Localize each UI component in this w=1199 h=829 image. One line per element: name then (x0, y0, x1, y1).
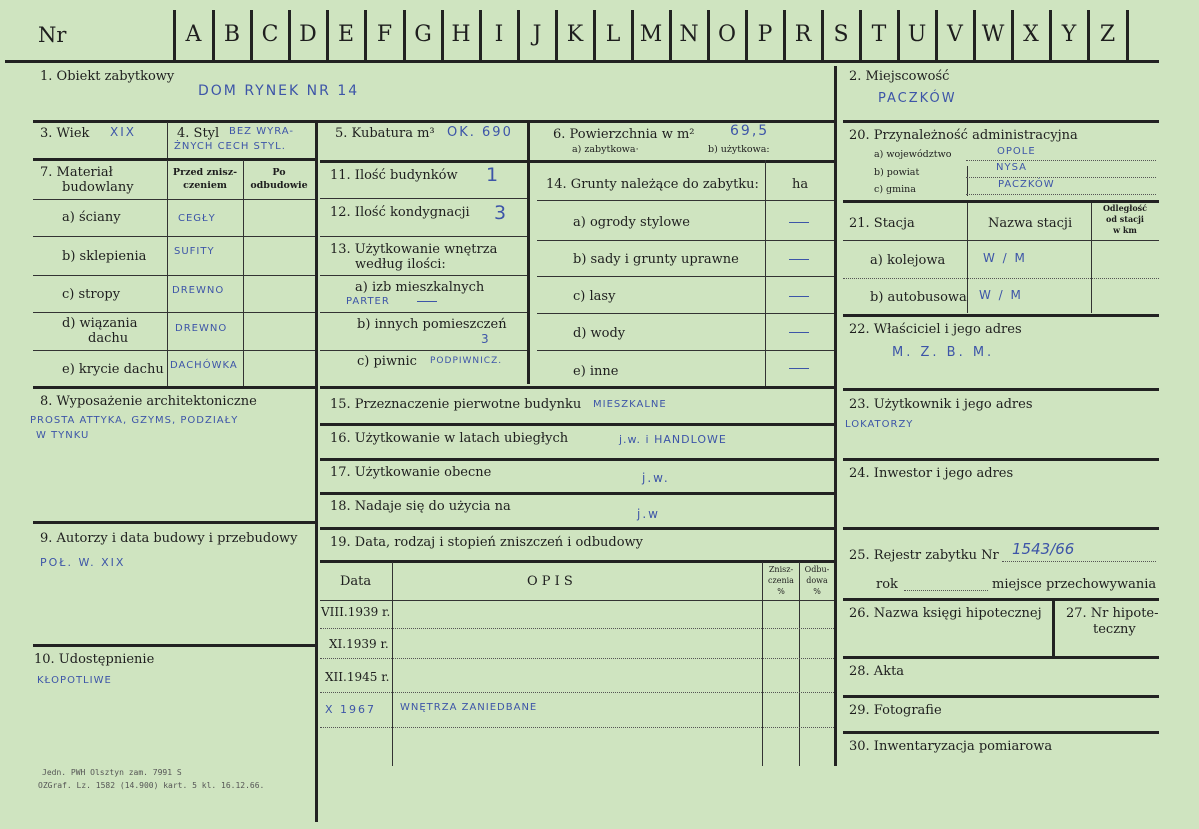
rule (1091, 203, 1092, 313)
f20-b-value: NYSA (996, 162, 1027, 173)
rule (843, 240, 1159, 241)
rule (33, 120, 837, 123)
f7-row-trusses-value: DREWNO (175, 323, 228, 334)
f13-a-value: PARTER (346, 296, 390, 307)
f19-row-date: VIII.1939 r. (321, 605, 391, 619)
f8-value-line2: W TYNKU (36, 430, 90, 441)
alphabet-cell-f: F (376, 22, 393, 47)
alphabet-cell-s: S (833, 22, 849, 47)
rule (320, 386, 836, 389)
f14-row-forests: c) lasy (573, 289, 616, 304)
f22-value: M. Z. B. M. (892, 345, 995, 360)
dash-mark (789, 259, 809, 260)
alphabet-cell-l: L (605, 22, 621, 47)
alphabet-divider (631, 10, 634, 60)
rule (1052, 600, 1055, 658)
f21-col-dist-3: w km (1113, 225, 1137, 235)
f6-value: 69,5 (730, 123, 770, 139)
rule (843, 527, 1159, 530)
rule (320, 600, 834, 601)
f7-row-ceilings-label: c) stropy (62, 287, 121, 302)
f25-label: 25. Rejestr zabytku Nr (849, 548, 999, 563)
f19-col-dmg-3: % (777, 587, 785, 596)
f19-row-date: X 1967 (325, 703, 377, 716)
rule (33, 199, 315, 200)
rule (967, 203, 968, 313)
rule (167, 122, 168, 158)
f27-label-line1: 27. Nr hipote- (1066, 606, 1159, 621)
f2-value: PACZKÓW (878, 91, 957, 106)
rule (966, 177, 1156, 178)
alphabet-divider (1087, 10, 1090, 60)
rule (33, 644, 315, 647)
f19-col-desc: O P I S (527, 574, 573, 589)
rule (33, 312, 315, 313)
alphabet-divider (821, 10, 824, 60)
alphabet-divider (517, 10, 520, 60)
f1-label: 1. Obiekt zabytkowy (40, 69, 175, 84)
rule (843, 388, 1159, 391)
f23-value: LOKATORZY (845, 419, 914, 430)
f19-col-date: Data (340, 574, 372, 589)
rule (33, 386, 315, 389)
f7-col-after-1: Po (272, 167, 286, 178)
rule (33, 158, 315, 161)
f13-c-label: c) piwnic (357, 354, 417, 369)
f25-place-label: miejsce przechowywania (992, 577, 1157, 592)
rule (320, 492, 836, 495)
alphabet-divider (441, 10, 444, 60)
f4-value-line1: BEZ WYRA- (229, 126, 294, 137)
f15-value: MIESZKALNE (593, 399, 667, 410)
rule (320, 658, 834, 659)
f8-label: 8. Wyposażenie architektoniczne (40, 394, 257, 409)
f4-value-line2: ŻNYCH CECH STYL. (174, 141, 286, 152)
rule (243, 160, 244, 386)
alphabet-divider (1011, 10, 1014, 60)
rule (843, 278, 1159, 279)
f19-col-reb-3: % (813, 587, 821, 596)
f13-label-line1: 13. Użytkowanie wnętrza (330, 242, 498, 257)
rule (33, 350, 315, 351)
rule (843, 120, 1159, 123)
alphabet-cell-b: B (223, 22, 241, 47)
f17-label: 17. Użytkowanie obecne (330, 465, 492, 480)
alphabet-divider (555, 10, 558, 60)
f23-label: 23. Użytkownik i jego adres (849, 397, 1033, 412)
f21-b-value: W / M (979, 288, 1023, 302)
rule (320, 692, 834, 693)
rule (765, 160, 766, 386)
alphabet-divider (707, 10, 710, 60)
rule (843, 731, 1159, 734)
f17-value: j.w. (642, 471, 670, 485)
alphabet-divider (173, 10, 176, 60)
rule (320, 236, 527, 237)
rule (537, 276, 834, 277)
alphabet-cell-p: P (757, 22, 773, 47)
f20-c-label: c) gmina (874, 184, 916, 195)
f19-row-date: XI.1939 r. (329, 637, 389, 651)
dash-mark (789, 332, 809, 333)
rule (1002, 561, 1156, 562)
f14-row-waters: d) wody (573, 326, 626, 341)
alphabet-divider (745, 10, 748, 60)
alphabet-divider (973, 10, 976, 60)
f19-col-dmg-1: Znisz- (768, 565, 794, 574)
f21-a-label: a) kolejowa (870, 253, 946, 268)
f3-label: 3. Wiek (40, 126, 90, 141)
f7-label-line2: budowlany (62, 180, 134, 195)
f2-label: 2. Miejscowość (849, 69, 950, 84)
alphabet-cell-d: D (299, 22, 317, 47)
dash-mark (789, 222, 809, 223)
rule (320, 160, 836, 163)
dash-mark (789, 368, 809, 369)
alphabet-cell-t: T (871, 22, 887, 47)
f4-label: 4. Styl (177, 126, 220, 141)
rule (966, 160, 1156, 161)
f11-value: 1 (486, 164, 499, 186)
f7-row-trusses-label-1: d) wiązania (62, 316, 138, 331)
rule (320, 560, 836, 563)
rule (843, 695, 1159, 698)
f7-col-before-2: czeniem (183, 180, 227, 191)
f25-value: 1543/66 (1012, 540, 1075, 558)
f13-c-value: PODPIWNICZ. (430, 356, 503, 366)
alphabet-divider (1049, 10, 1052, 60)
print-footer-line2: OZGraf. Lz. 1582 (14.900) kart. 5 kl. 16.12.66. (38, 781, 265, 790)
f16-label: 16. Użytkowanie w latach ubiegłych (330, 431, 569, 446)
rule (320, 423, 836, 426)
alphabet-divider (403, 10, 406, 60)
f10-label: 10. Udostępnienie (34, 652, 155, 667)
alphabet-cell-i: I (494, 22, 504, 47)
rule (843, 598, 1159, 601)
f29-label: 29. Fotografie (849, 703, 942, 718)
rule (843, 314, 1159, 317)
alphabet-divider (364, 10, 367, 60)
alphabet-divider (479, 10, 482, 60)
rule (320, 275, 527, 276)
rule (537, 313, 834, 314)
alphabet-divider (1126, 10, 1129, 60)
alphabet-cell-z: Z (1099, 22, 1116, 47)
f5-value: OK. 690 (447, 125, 513, 140)
alphabet-cell-k: K (566, 22, 584, 47)
f6-sub-b: b) użytkowa: (708, 144, 770, 155)
f7-row-vaults-label: b) sklepienia (62, 249, 147, 264)
nr-label: Nr (38, 23, 67, 47)
alphabet-cell-y: Y (1061, 22, 1077, 47)
f21-col-dist-1: Odległość (1102, 203, 1148, 213)
alphabet-cell-v: V (947, 22, 963, 47)
rule (320, 458, 836, 461)
alphabet-divider (326, 10, 329, 60)
f7-row-roof-value: DACHÓWKA (170, 360, 238, 371)
f18-value: j.w (637, 507, 660, 521)
f20-b-label: b) powiat (874, 167, 920, 178)
f13-label-line2: według ilości: (355, 257, 446, 272)
f22-label: 22. Właściciel i jego adres (849, 322, 1022, 337)
rule (167, 160, 168, 386)
f20-c-value: PACZKÓW (998, 179, 1055, 190)
alphabet-divider (897, 10, 900, 60)
rule (33, 236, 315, 237)
f13-b-value: 3 (481, 332, 491, 346)
f9-value: POŁ. W. XIX (40, 556, 126, 569)
alphabet-cell-e: E (337, 22, 355, 47)
f19-col-reb-1: Odbu- (804, 565, 830, 574)
f7-row-walls-value: CEGŁY (178, 213, 216, 224)
header-bottom-rule (5, 60, 1159, 63)
f7-row-trusses-label-2: dachu (88, 331, 129, 346)
alphabet-cell-g: G (414, 22, 432, 47)
alphabet-divider (250, 10, 253, 60)
alphabet-divider (212, 10, 215, 60)
f6-sub-a: a) zabytkowa· (572, 144, 639, 155)
alphabet-cell-a: A (185, 22, 202, 47)
f20-label: 20. Przynależność administracyjna (849, 128, 1078, 143)
dash-mark (417, 301, 437, 302)
alphabet-cell-c: C (261, 22, 279, 47)
alphabet-cell-u: U (907, 22, 927, 47)
rule (320, 198, 527, 199)
dash-mark (789, 296, 809, 297)
rule (537, 240, 834, 241)
f12-value: 3 (494, 202, 507, 224)
alphabet-cell-n: N (679, 22, 699, 47)
rule (320, 727, 834, 728)
alphabet-cell-m: M (639, 22, 663, 47)
rule (537, 350, 834, 351)
column-divider-left (315, 122, 318, 822)
alphabet-divider (935, 10, 938, 60)
f7-row-roof-label: e) krycie dachu (62, 362, 164, 377)
f7-label-line1: 7. Materiał (40, 165, 113, 180)
alphabet-cell-h: H (451, 22, 471, 47)
f14-unit: ha (792, 177, 809, 192)
alphabet-cell-w: W (981, 22, 1005, 47)
alphabet-divider (783, 10, 786, 60)
f21-label: 21. Stacja (849, 216, 915, 231)
rule (799, 562, 800, 766)
f19-row-desc: WNĘTRZA ZANIEDBANE (400, 702, 538, 713)
f21-col-dist-2: od stacji (1106, 214, 1144, 224)
f26-label: 26. Nazwa księgi hipotecznej (849, 606, 1042, 621)
rule (967, 166, 968, 196)
f14-label: 14. Grunty należące do zabytku: (546, 177, 759, 192)
f7-row-vaults-value: SUFITY (174, 246, 215, 257)
rule (392, 562, 393, 766)
rule (904, 590, 988, 591)
f30-label: 30. Inwentaryzacja pomiarowa (849, 739, 1053, 754)
rule (33, 275, 315, 276)
alphabet-divider (859, 10, 862, 60)
f19-row-date: XII.1945 r. (325, 670, 390, 684)
rule (320, 312, 527, 313)
column-divider-right (834, 66, 837, 766)
f1-value: DOM RYNEK NR 14 (198, 83, 360, 99)
rule (843, 656, 1159, 659)
rule (537, 200, 834, 201)
f8-value-line1: PROSTA ATTYKA, GZYMS, PODZIAŁY (30, 415, 239, 426)
rule (320, 527, 836, 530)
rule (320, 628, 834, 629)
f20-a-label: a) województwo (874, 149, 952, 160)
f16-value: j.w. i HANDLOWE (619, 433, 727, 446)
f14-row-other: e) inne (573, 364, 619, 379)
f10-value: KŁOPOTLIWE (37, 675, 112, 686)
f27-label-line2: teczny (1093, 622, 1136, 637)
rule (966, 194, 1156, 195)
f6-label: 6. Powierzchnia w m² (553, 127, 695, 142)
f21-b-label: b) autobusowa (870, 290, 967, 305)
f7-row-walls-label: a) ściany (62, 210, 121, 225)
f21-a-value: W / M (983, 251, 1027, 265)
f7-col-before-1: Przed znisz- (172, 167, 238, 178)
rule (33, 521, 315, 524)
f19-label: 19. Data, rodzaj i stopień zniszczeń i odbudowy (330, 535, 644, 550)
print-footer-line1: Jedn. PWH Olsztyn zam. 7991 S (42, 768, 182, 777)
f19-col-reb-2: dowa (806, 576, 828, 585)
f5-label: 5. Kubatura m³ (335, 126, 435, 141)
f3-value: XIX (110, 125, 136, 139)
f24-label: 24. Inwestor i jego adres (849, 466, 1014, 481)
rule (762, 562, 763, 766)
alphabet-cell-r: R (794, 22, 812, 47)
f14-row-gardens: a) ogrody stylowe (573, 215, 690, 230)
f18-label: 18. Nadaje się do użycia na (330, 499, 511, 514)
rule (320, 350, 527, 351)
alphabet-divider (669, 10, 672, 60)
f7-row-ceilings-value: DREWNO (172, 285, 225, 296)
f19-col-dmg-2: czenia (768, 576, 794, 585)
f9-label: 9. Autorzy i data budowy i przebudowy (40, 531, 298, 546)
f13-b-label: b) innych pomieszczeń (357, 317, 507, 332)
f20-a-value: OPOLE (997, 146, 1036, 157)
f14-row-orchards: b) sady i grunty uprawne (573, 252, 739, 267)
f15-label: 15. Przeznaczenie pierwotne budynku (330, 397, 582, 412)
alphabet-cell-j: J (532, 22, 542, 47)
f13-a-label: a) izb mieszkalnych (355, 280, 485, 295)
alphabet-cell-x: X (1023, 22, 1039, 47)
f25-rok-label: rok (876, 577, 898, 592)
f21-col-name: Nazwa stacji (988, 216, 1073, 231)
alphabet-divider (288, 10, 291, 60)
f28-label: 28. Akta (849, 664, 905, 679)
rule (843, 458, 1159, 461)
f12-label: 12. Ilość kondygnacji (330, 205, 470, 220)
f11-label: 11. Ilość budynków (330, 168, 458, 183)
alphabet-divider (593, 10, 596, 60)
alphabet-cell-o: O (717, 22, 737, 47)
f7-col-after-2: odbudowie (250, 180, 308, 191)
